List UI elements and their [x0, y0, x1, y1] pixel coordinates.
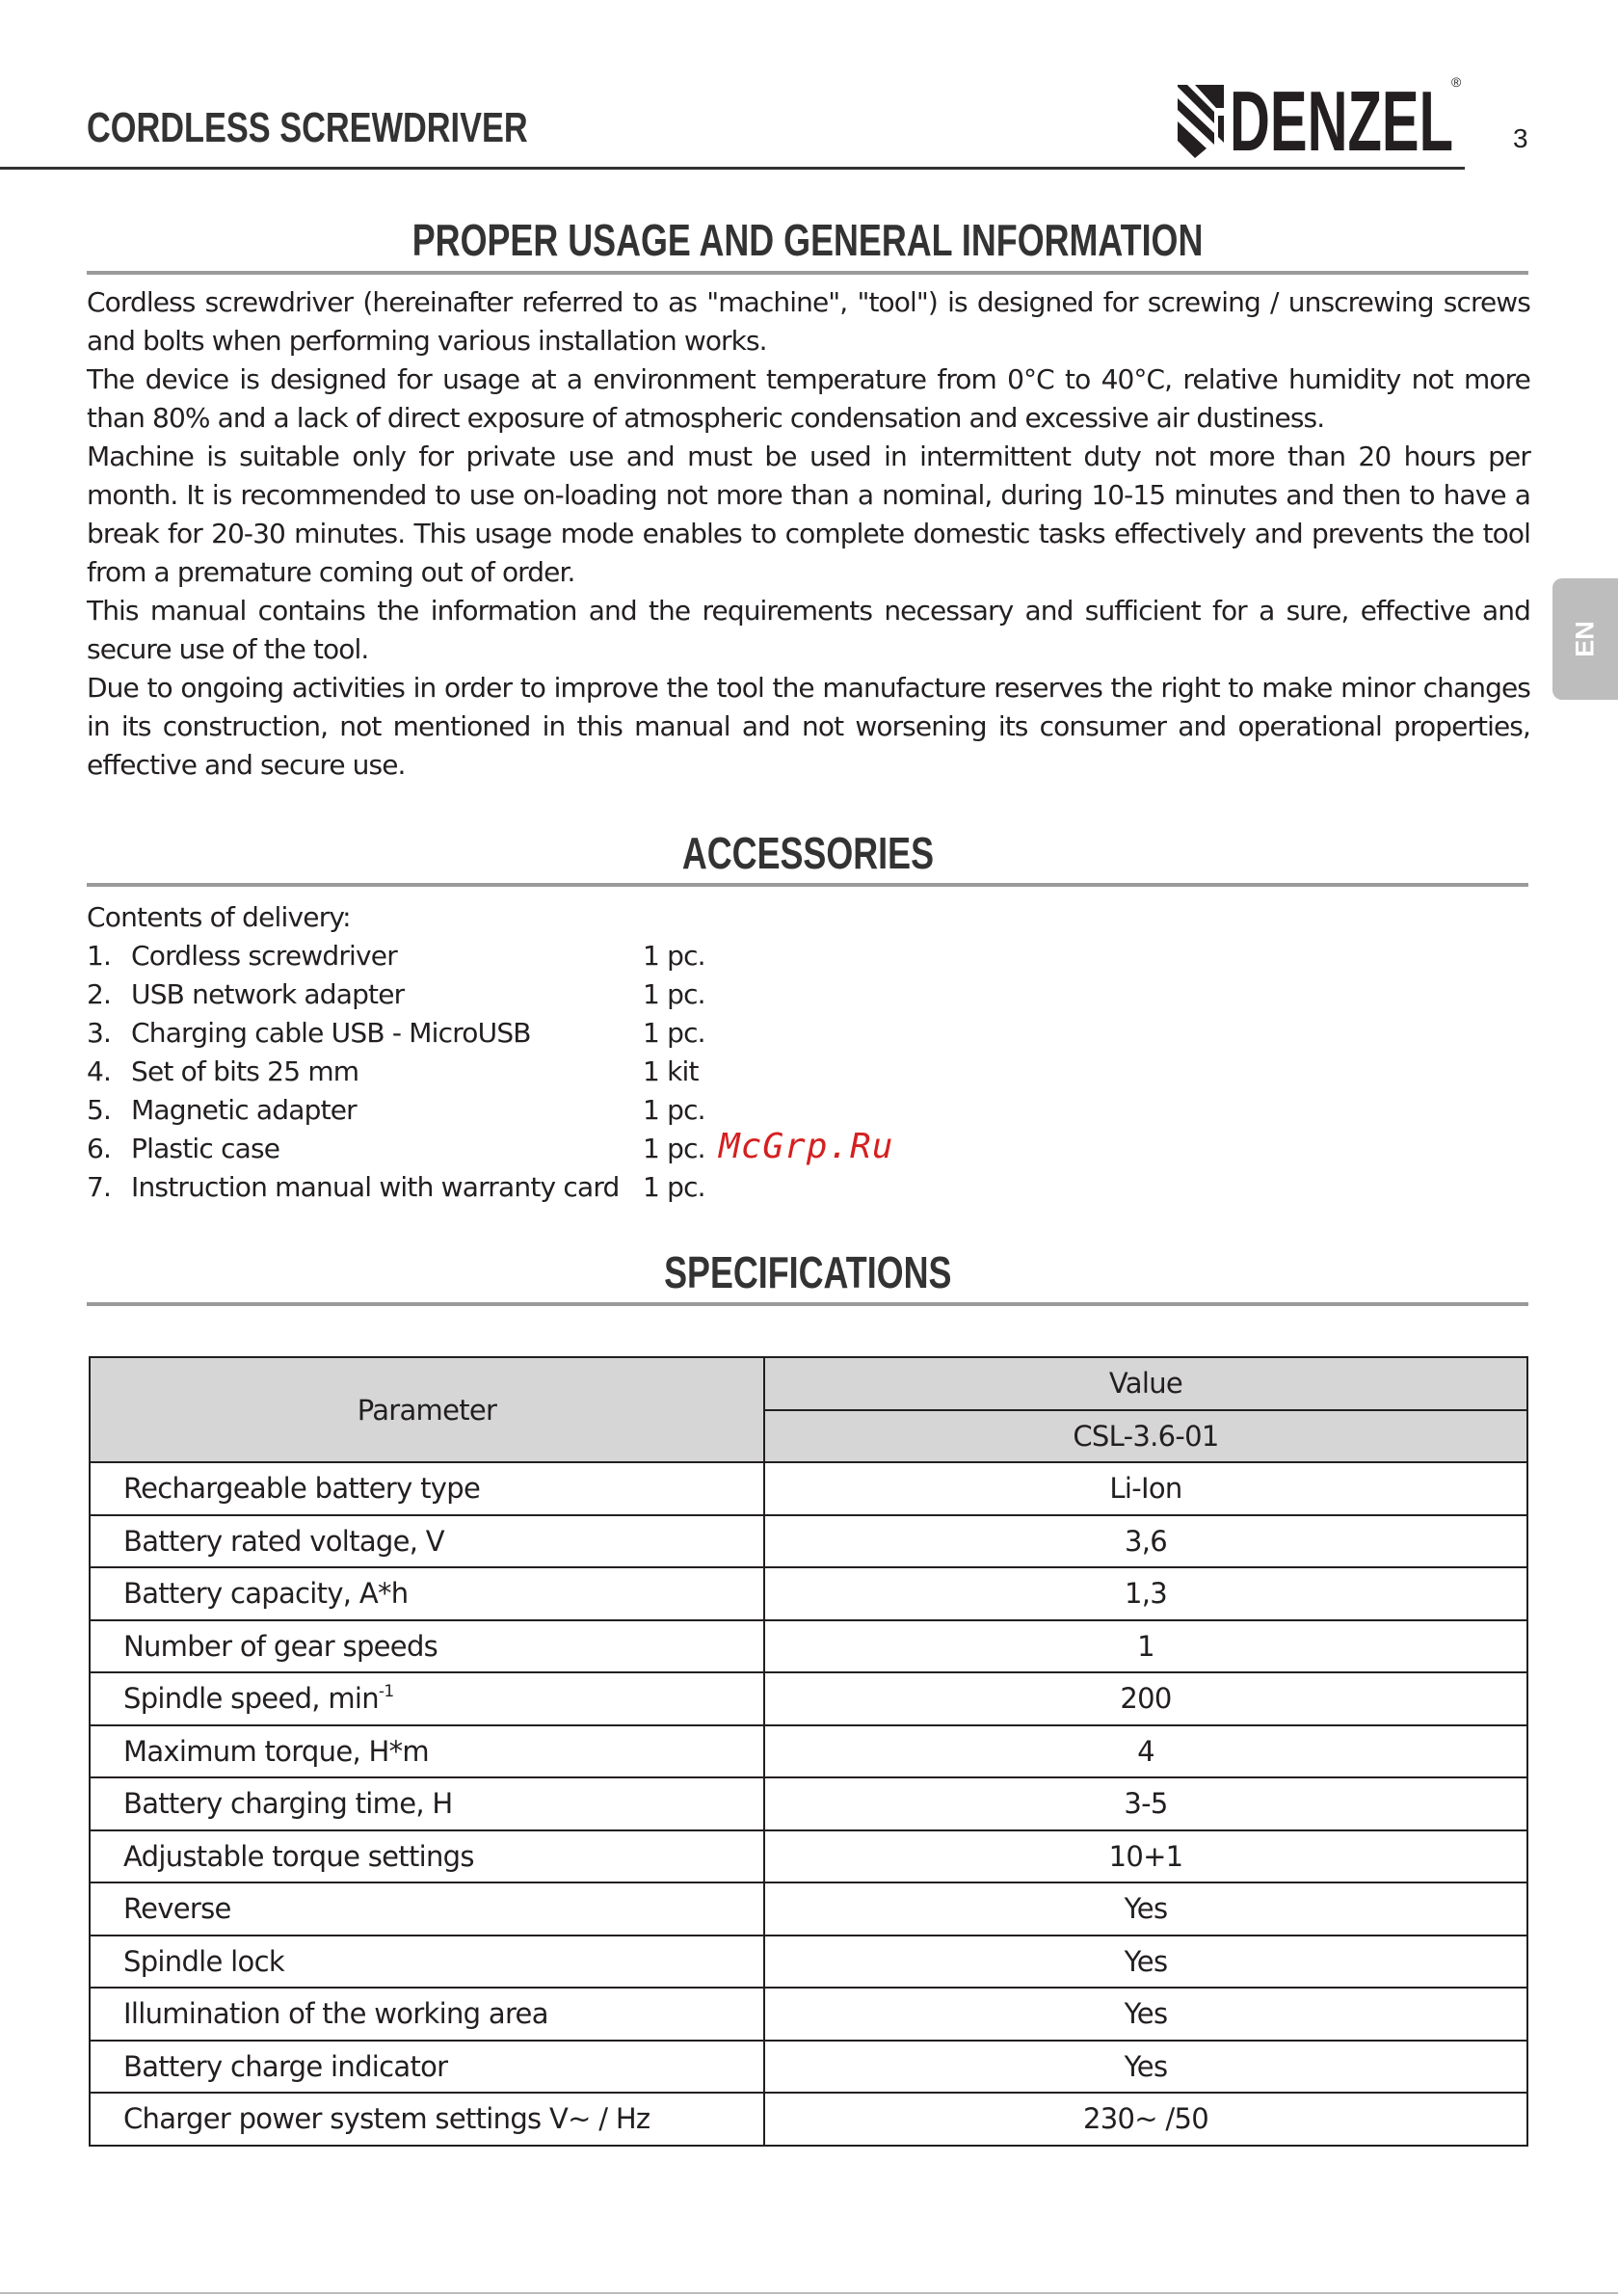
delivery-contents-label: Contents of delivery: [87, 901, 351, 933]
specifications-heading: SPECIFICATIONS [663, 1247, 952, 1297]
accessories-heading-rule [87, 883, 1528, 887]
denzel-logo [1178, 73, 1467, 158]
logo-wordmark: DENZEL [1230, 73, 1453, 158]
usage-paragraph: Machine is suitable only for private use and must be used in intermittent duty not more than 20 hours per month. It is recommended to use on-loading not more than a nominal, during 10-15 minutes and then to have a break for 20-30 minutes. This usage mode enables to complete domestic tasks effectively and prevents the tool from a premature coming out of order. [87, 441, 1530, 588]
accessories-heading: ACCESSORIES [681, 828, 934, 878]
column-header-parameter: Parameter [90, 1357, 764, 1462]
usage-paragraph: Due to ongoing activities in order to improve the tool the manufacture reserves the right to make minor changes in its construction, not mentioned in this manual and not worsening its consumer and operational properties, effective and secure use. [87, 672, 1530, 781]
table-row: Battery capacity, A*h 1,3 [90, 1567, 1527, 1620]
table-header-row [90, 1357, 1527, 1410]
usage-heading-rule [87, 271, 1528, 275]
usage-paragraph: This manual contains the information and the requirements necessary and sufficient for a sure, effective and secure use of the tool. [87, 595, 1530, 665]
table-row: Battery charging time, H 3-5 [90, 1777, 1527, 1830]
registered-mark: ® [1451, 74, 1462, 90]
table-row: Reverse Yes [90, 1882, 1527, 1936]
denzel-emblem-icon [1178, 85, 1224, 158]
table-row: Spindle speed, $\min^{-1}$ 200 [90, 1672, 1527, 1725]
table-row: Battery charge indicator Yes [90, 2041, 1527, 2094]
language-tab [1552, 578, 1618, 700]
table-row: Spindle lock Yes [90, 1936, 1527, 1989]
usage-heading: PROPER USAGE AND GENERAL INFORMATION [411, 215, 1204, 265]
document-title: CORDLESS SCREWDRIVER [87, 104, 528, 151]
table-row: Number of gear speeds 1 [90, 1620, 1527, 1673]
specifications-heading-rule [87, 1302, 1528, 1306]
usage-body [87, 283, 1530, 785]
table-row: Rechargeable battery type Li-Ion [90, 1462, 1527, 1515]
watermark-text: McGrp.Ru [719, 1127, 894, 1166]
model-header: CSL-3.6-01 [764, 1410, 1527, 1463]
table-row: Battery rated voltage, V 3,6 [90, 1515, 1527, 1568]
page-bottom-rule [0, 2292, 1618, 2294]
table-row: Adjustable torque settings 10+1 [90, 1830, 1527, 1883]
header-divider [0, 167, 1465, 170]
table-row: Charger power system settings V~ / Hz 230~ /50 [90, 2093, 1527, 2146]
table-row: Illumination of the working area Yes [90, 1988, 1527, 2041]
usage-paragraph: The device is designed for usage at a environment temperature from 0°C to 40°C, relative humidity not more than 80% and a lack of direct exposure of atmospheric condensation and excessive air dustiness. [87, 363, 1530, 434]
language-tab-label: EN [1570, 621, 1600, 657]
page-number: 3 [1513, 123, 1528, 153]
usage-paragraph: Cordless screwdriver (hereinafter referred to as "machine", "tool") is designed for screwing / unscrewing screws and bolts when performing various installation works. [87, 286, 1530, 357]
specifications-table [89, 1356, 1528, 2147]
column-header-value: Value [764, 1357, 1527, 1410]
table-row: Maximum torque, H*m 4 [90, 1725, 1527, 1778]
